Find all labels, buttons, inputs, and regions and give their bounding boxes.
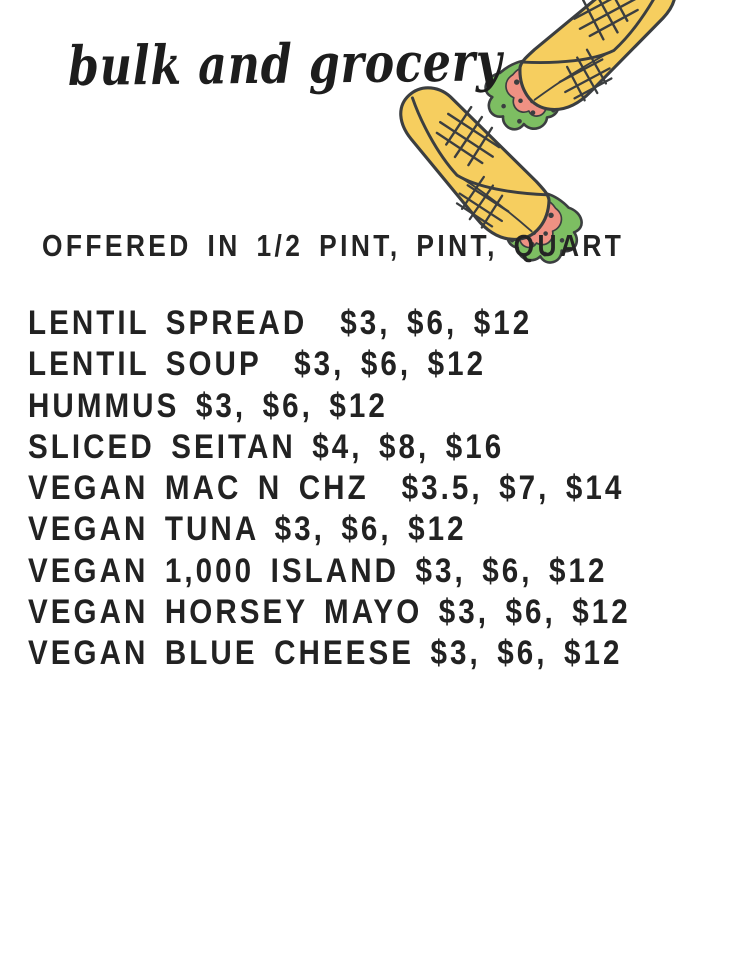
- menu-list: [28, 303, 721, 675]
- menu-item: VEGAN BLUE CHEESE $3, $6, $12: [28, 634, 623, 673]
- page-title: bulk and grocery: [67, 29, 503, 98]
- menu-item: VEGAN HORSEY MAYO $3, $6, $12: [28, 593, 631, 632]
- menu-item: VEGAN MAC N CHZ $3.5, $7, $14: [28, 469, 625, 508]
- menu-item: LENTIL SPREAD $3, $6, $12: [28, 304, 533, 342]
- menu-item: HUMMUS $3, $6, $12: [28, 386, 388, 425]
- menu-item: LENTIL SOUP $3, $6, $12: [28, 345, 487, 384]
- menu-item: VEGAN TUNA $3, $6, $12: [28, 510, 467, 549]
- menu-item: SLICED SEITAN $4, $8, $16: [28, 427, 505, 466]
- offer-note: OFFERED IN 1/2 PINT, PINT, QUART: [42, 228, 625, 263]
- menu-item: VEGAN 1,000 ISLAND $3, $6, $12: [28, 551, 608, 590]
